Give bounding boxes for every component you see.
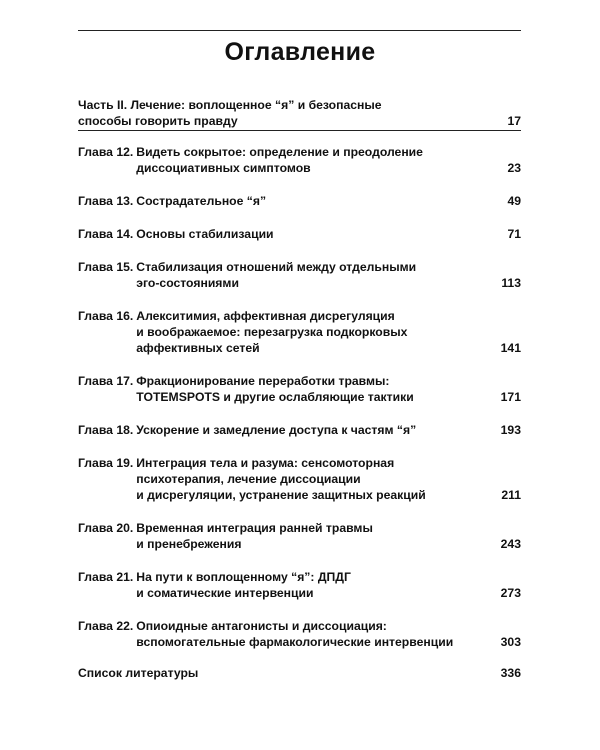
chapter-label: Глава 17. [78, 374, 134, 388]
chapter-title-line: Интеграция тела и разума: сенсомоторная [136, 456, 395, 470]
chapter-page-number: 211 [501, 488, 521, 502]
bibliography-label: Список литературы [78, 666, 199, 680]
toc-bibliography-entry[interactable] [78, 665, 521, 681]
chapter-page-number: 243 [500, 537, 521, 551]
chapter-label: Глава 16. [78, 309, 134, 323]
chapter-title-line: Временная интеграция ранней травмы [136, 521, 373, 535]
toc-part-entry[interactable] [78, 97, 521, 131]
chapter-title-line: Алекситимия, аффективная дисрегуляция [136, 309, 395, 323]
chapter-label: Глава 12. [78, 145, 134, 159]
chapter-title-line: аффективных сетей [136, 341, 260, 355]
page-title: Оглавление [224, 38, 376, 66]
chapter-page-number: 49 [507, 194, 521, 208]
chapter-title-line: TOTEMSPOTS и другие ослабляющие тактики [136, 390, 414, 404]
chapter-title-line: диссоциативных симптомов [136, 161, 311, 175]
toc-chapter-entry[interactable] [78, 193, 521, 209]
chapter-title [136, 373, 478, 405]
part-title-line-1: Часть II. Лечение: воплощенное “я” и безопасные [78, 98, 382, 112]
chapter-page-number: 23 [507, 161, 521, 175]
toc-chapter-entry[interactable] [78, 422, 521, 438]
chapter-label: Глава 18. [78, 423, 134, 437]
chapter-title-line: вспомогательные фармакологические интервенции [136, 635, 454, 649]
chapter-title [136, 226, 478, 242]
chapter-title-line: и соматические интервенции [136, 586, 314, 600]
chapter-title [136, 259, 478, 291]
chapter-page-number: 193 [500, 423, 521, 437]
chapter-title [136, 455, 478, 503]
chapter-title-line: Стабилизация отношений между отдельными [136, 260, 417, 274]
chapter-label: Глава 19. [78, 456, 134, 470]
chapter-page-number: 303 [500, 635, 521, 649]
chapter-title [136, 193, 478, 209]
chapter-title-line: Основы стабилизации [136, 227, 274, 241]
chapter-title-line: Сострадательное “я” [136, 194, 267, 208]
chapter-title-line: Фракционирование переработки травмы: [136, 374, 390, 388]
chapter-page-number: 113 [501, 276, 521, 290]
chapter-page-number: 273 [500, 586, 521, 600]
chapter-title [136, 618, 478, 650]
part-title-line-2: способы говорить правду [78, 114, 238, 128]
toc-chapter-entry[interactable] [78, 569, 521, 601]
chapter-title-line: и пренебрежения [136, 537, 242, 551]
chapter-title-line: и воображаемое: перезагрузка подкорковых [136, 325, 408, 339]
chapter-title-line: Ускорение и замедление доступа к частям “я” [136, 423, 417, 437]
chapter-label: Глава 22. [78, 619, 134, 633]
toc-chapter-entry[interactable] [78, 226, 521, 242]
chapter-label: Глава 14. [78, 227, 134, 241]
bibliography-page-number: 336 [500, 666, 521, 680]
chapter-title-line: психотерапия, лечение диссоциации [136, 472, 361, 486]
chapter-label: Глава 13. [78, 194, 134, 208]
toc-chapter-entry[interactable] [78, 308, 521, 356]
chapter-title [136, 520, 478, 552]
chapter-list [78, 144, 521, 650]
top-rule [78, 30, 521, 31]
chapter-title-line: эго-состояниями [136, 276, 239, 290]
chapter-title-line: На пути к воплощенному “я”: ДПДГ [136, 570, 351, 584]
toc-chapter-entry[interactable] [78, 259, 521, 291]
chapter-page-number: 71 [507, 227, 521, 241]
part-page-number: 17 [507, 114, 521, 128]
toc-chapter-entry[interactable] [78, 373, 521, 405]
chapter-title [136, 569, 478, 601]
chapter-title [136, 422, 478, 438]
chapter-page-number: 171 [500, 390, 521, 404]
toc-chapter-entry[interactable] [78, 455, 521, 503]
chapter-title-line: и дисрегуляции, устранение защитных реакций [136, 488, 426, 502]
chapter-label: Глава 15. [78, 260, 134, 274]
chapter-title [136, 308, 478, 356]
chapter-label: Глава 21. [78, 570, 134, 584]
table-of-contents [78, 97, 521, 698]
chapter-title-line: Видеть сокрытое: определение и преодоление [136, 145, 423, 159]
chapter-page-number: 141 [500, 341, 521, 355]
chapter-title [136, 144, 478, 176]
chapter-label: Глава 20. [78, 521, 134, 535]
chapter-title-line: Опиоидные антагонисты и диссоциация: [136, 619, 387, 633]
toc-chapter-entry[interactable] [78, 520, 521, 552]
toc-chapter-entry[interactable] [78, 144, 521, 176]
toc-chapter-entry[interactable] [78, 618, 521, 650]
